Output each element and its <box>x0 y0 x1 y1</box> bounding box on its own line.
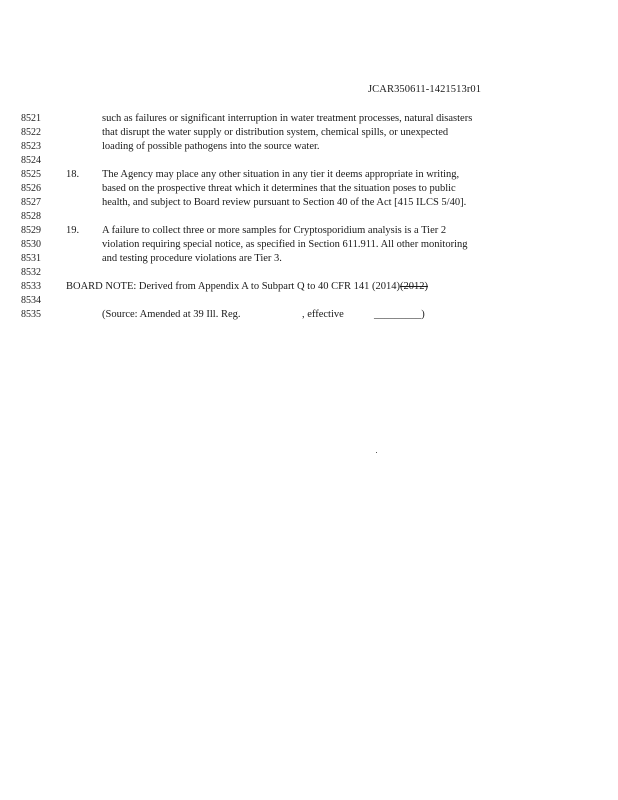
item-19-line: violation requiring special notice, as specified in Section 611.911. All other monitoring <box>102 239 468 250</box>
board-note-text: BOARD NOTE: Derived from Appendix A to Subpart Q to 40 CFR 141 (2014) <box>66 281 400 292</box>
line-number: 8533 <box>21 281 41 292</box>
board-note-struck-year: (2012) <box>399 281 428 292</box>
item-17-line: that disrupt the water supply or distribution system, chemical spills, or unexpected <box>102 127 449 138</box>
item-17-line: such as failures or significant interruption in water treatment processes, natural disasters <box>102 113 473 124</box>
line-number: 8521 <box>21 113 41 124</box>
stray-mark <box>376 452 377 453</box>
line-number: 8530 <box>21 239 41 250</box>
item-18-line: The Agency may place any other situation in any tier it deems appropriate in writing, <box>102 169 460 180</box>
line-number: 8525 <box>21 169 41 180</box>
item-19-number: 19. <box>66 225 80 236</box>
item-17-line: loading of possible pathogens into the source water. <box>102 141 320 152</box>
source-effective: , effective <box>302 309 344 320</box>
item-18-line: health, and subject to Board review pursuant to Section 40 of the Act [415 ILCS 5/40]. <box>102 197 467 208</box>
item-18-line: based on the prospective threat which it determines that the situation poses to public <box>102 183 456 194</box>
item-18-number: 18. <box>66 169 80 180</box>
board-note <box>66 281 428 292</box>
line-number: 8528 <box>21 211 41 222</box>
line-number: 8526 <box>21 183 41 194</box>
line-number: 8535 <box>21 309 41 320</box>
line-number: 8523 <box>21 141 41 152</box>
line-number: 8527 <box>21 197 41 208</box>
line-number: 8531 <box>21 253 41 264</box>
document-id-header: JCAR350611-1421513r01 <box>368 84 482 95</box>
item-19-line: A failure to collect three or more samples for Cryptosporidium analysis is a Tier 2 <box>102 225 447 236</box>
line-number: 8524 <box>21 155 41 166</box>
source-note: (Source: Amended at 39 Ill. Reg. <box>102 309 241 320</box>
line-number: 8534 <box>21 295 41 306</box>
line-number: 8532 <box>21 267 41 278</box>
item-19-line: and testing procedure violations are Tier 3. <box>102 253 282 264</box>
line-number: 8529 <box>21 225 41 236</box>
source-effective-blank: _________) <box>374 309 425 320</box>
line-number: 8522 <box>21 127 41 138</box>
